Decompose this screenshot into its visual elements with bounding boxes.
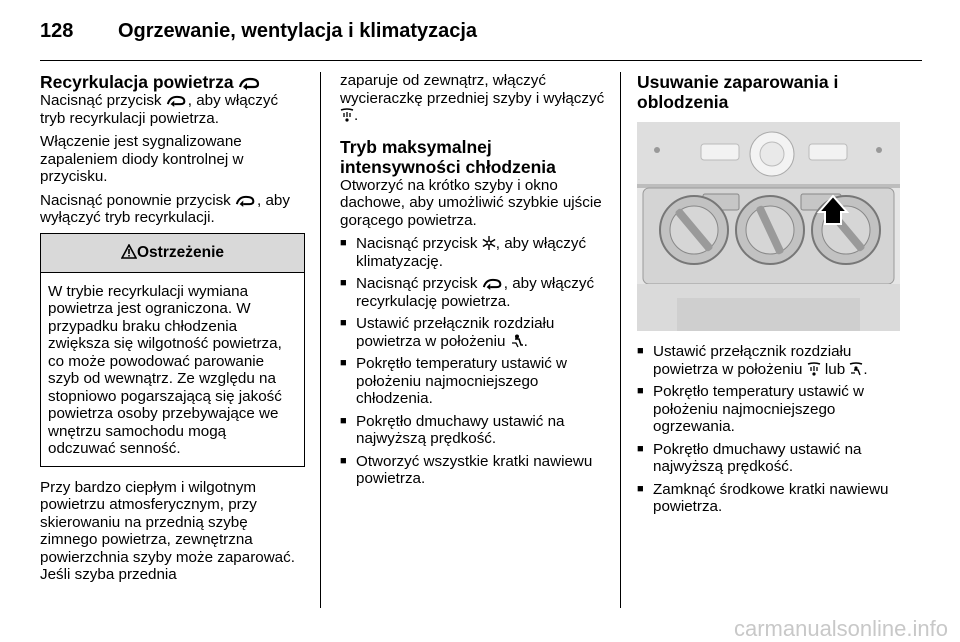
warning-header — [41, 234, 304, 273]
paragraph: Nacisnąć przycisk , aby włączyć tryb recyrkulacji powietrza. — [40, 92, 279, 127]
header-rule — [40, 60, 922, 61]
section-heading-recirculation: Recyrkulacja powietrza — [40, 72, 305, 92]
windshield-floor-icon — [849, 362, 863, 376]
instruction-list — [340, 235, 608, 488]
list-item: ■ Nacisnąć przycisk , aby włączyć klimatyzację. — [340, 235, 608, 270]
recirculation-icon — [235, 194, 257, 207]
windshield-airflow-icon — [807, 362, 821, 376]
warning-box — [40, 233, 305, 467]
recirculation-icon — [166, 94, 188, 107]
list-item: ■ Pokrętło temperatury ustawić w położeniu najmocniejszego ogrzewania. — [637, 383, 905, 436]
page-number: 128 — [40, 20, 74, 42]
warning-text: W trybie recyrkulacji wymiana powietrza jest ograniczona. W przypadku braku chłodzenia zwiększa się wilgotność powietrza, co może powodować parowanie szyb od wewnątrz. Ze względu na stopniowo pogarszającą się jakość powietrza osoby przebywające we wnętrzu samochodu mogą odczuwać senność. — [48, 282, 282, 457]
section-heading-defrost: Usuwanie zaparowania i oblodzenia — [637, 72, 839, 112]
warning-title: Ostrzeżenie — [136, 243, 224, 261]
list-item: ■ Pokrętło temperatury ustawić w położeniu najmocniejszego chłodzenia. — [340, 355, 608, 408]
climate-control-panel-photo — [637, 122, 900, 331]
recirculation-icon — [482, 277, 504, 290]
recirculation-icon — [238, 76, 262, 90]
paragraph: Włączenie jest sygnalizowane zapaleniem diody kontrolnej w przycisku. — [40, 133, 244, 185]
paragraph: Przy bardzo ciepłym i wilgotnym powietrzu atmosferycznym, przy skierowaniu na przednią szybę zimnego powietrza, zewnętrzna powierzchnia szyby może zaparować. Jeśli szyba przednia — [40, 478, 295, 583]
paragraph: Nacisnąć ponownie przycisk , aby wyłączyć tryb recyrkulacji. — [40, 191, 290, 226]
list-item: ■ Zamknąć środkowe kratki nawiewu powietrza. — [637, 481, 905, 516]
warning-triangle-icon — [121, 244, 137, 259]
column-divider — [620, 72, 621, 608]
paragraph: Otworzyć na krótko szyby i okno dachowe, aby umożliwić szybkie ujście gorącego powietrza. — [340, 176, 602, 229]
snowflake-icon — [482, 236, 496, 250]
windshield-airflow-icon — [340, 108, 354, 122]
list-item: ■ Ustawić przełącznik rozdziału powietrza w położeniu . — [340, 315, 608, 350]
column-3 — [637, 72, 905, 521]
list-item: ■ Otworzyć wszystkie kratki nawiewu powietrza. — [340, 453, 608, 488]
column-1 — [40, 72, 305, 590]
column-2 — [340, 72, 608, 493]
list-item: ■ Ustawić przełącznik rozdziału powietrza w położeniu lub . — [637, 343, 905, 378]
column-divider — [320, 72, 321, 608]
floor-airflow-icon — [510, 334, 524, 348]
section-heading-max-cooling: Tryb maksymalnej intensywności chłodzenia — [340, 136, 556, 177]
page-header — [40, 14, 920, 58]
list-item: ■ Pokrętło dmuchawy ustawić na najwyższą prędkość. — [637, 441, 905, 476]
instruction-list — [637, 343, 905, 516]
page-title: Ogrzewanie, wentylacja i klimatyzacja — [118, 20, 478, 42]
list-item: ■ Nacisnąć przycisk , aby włączyć recyrkulację powietrza. — [340, 275, 608, 310]
list-item: ■ Pokrętło dmuchawy ustawić na najwyższą prędkość. — [340, 413, 608, 448]
paragraph: zaparuje od zewnątrz, włączyć wycieraczkę przedniej szyby i wyłączyć . — [340, 72, 605, 124]
watermark: carmanualsonline.info — [733, 616, 948, 641]
